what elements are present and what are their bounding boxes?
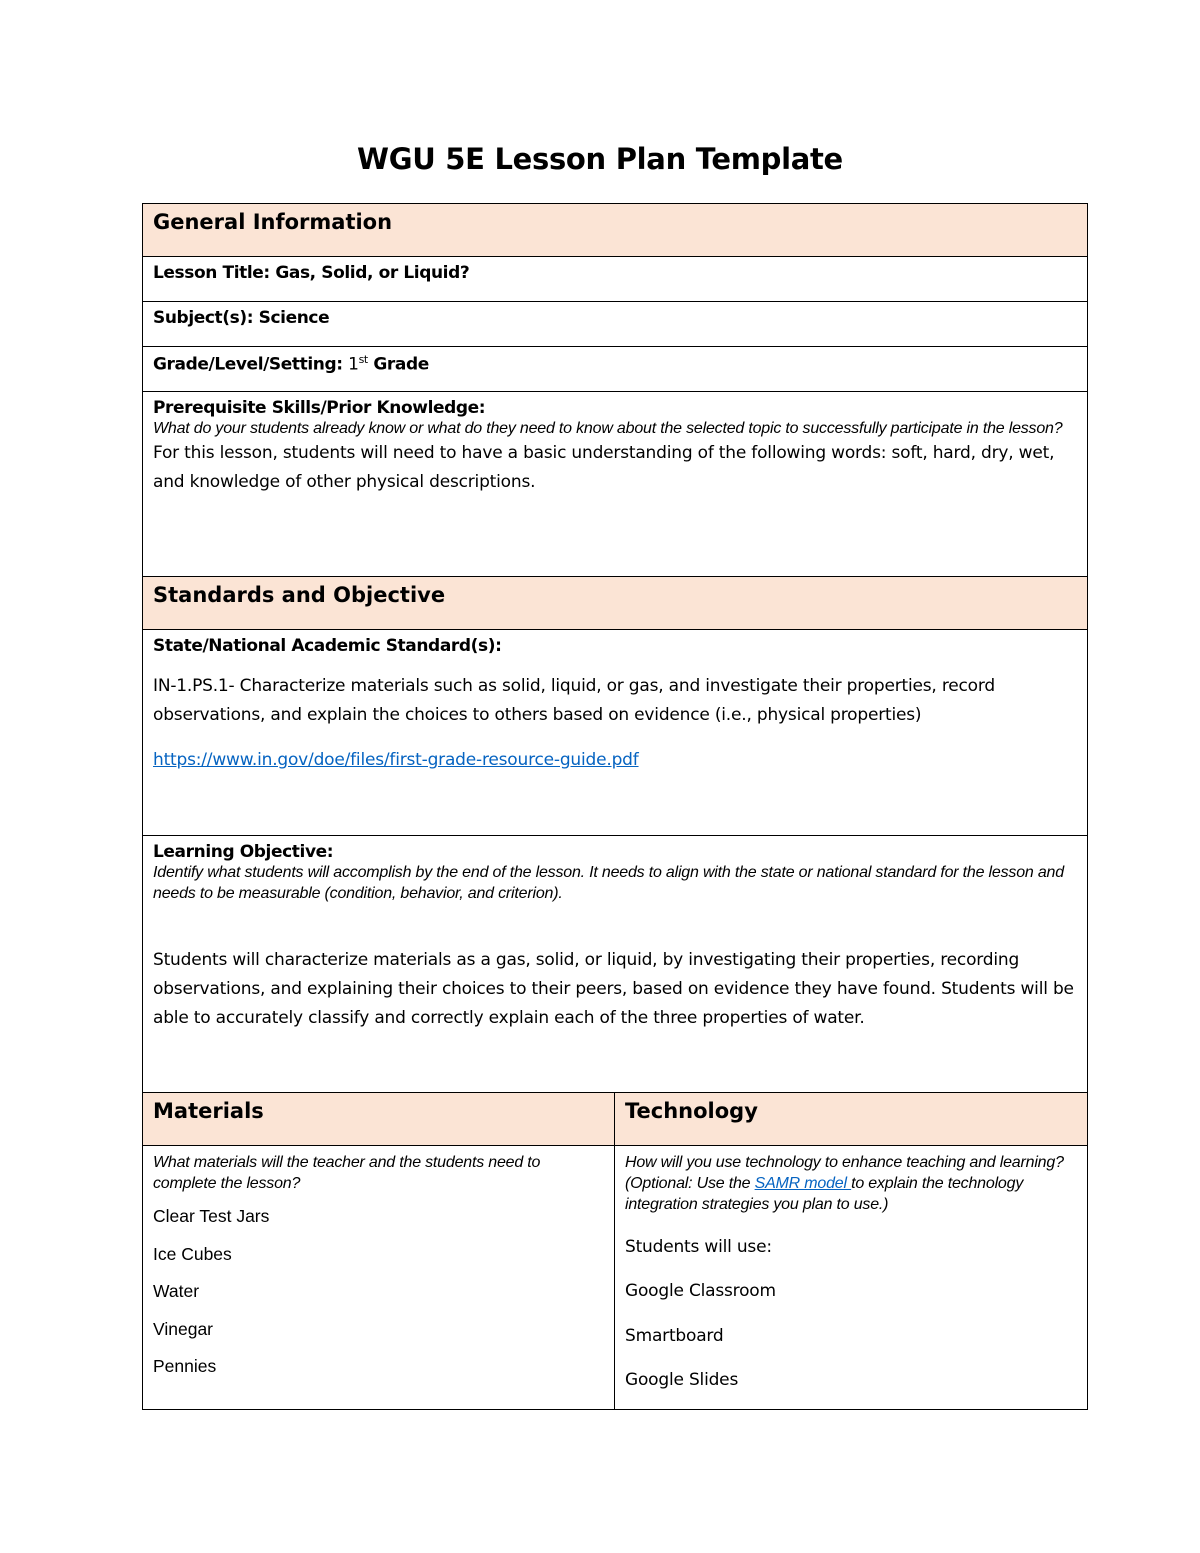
technology-prompt-after: to explain the technology integration strategies you plan to use.) — [625, 1175, 1024, 1213]
technology-list-item: Google Slides — [625, 1370, 739, 1390]
standards-objective-header — [143, 577, 1088, 630]
materials-list-item: Water — [153, 1281, 200, 1301]
standards-objective-header-text: Standards and Objective — [153, 583, 446, 607]
grade-label: Grade/Level/Setting: — [153, 354, 349, 375]
objective-text: Students will characterize materials as a gas, solid, or liquid, by investigating their properties, recording observations, and explaining their choices to their peers, based on evidence they have found. Students will be able to accurately classify and correctly explain each of the three properties of water. — [153, 950, 1074, 1028]
technology-list — [625, 1269, 1077, 1403]
materials-list-item: Vinegar — [153, 1318, 214, 1339]
lesson-title-cell — [143, 257, 1088, 302]
grade-value-num: 1 — [348, 354, 359, 375]
page-title: WGU 5E Lesson Plan Template — [357, 142, 843, 176]
technology-header — [615, 1093, 1088, 1146]
general-information-header-text: General Information — [153, 210, 393, 234]
technology-cell — [615, 1146, 1088, 1410]
standards-cell — [143, 630, 1088, 836]
samr-model-link[interactable]: SAMR model — [754, 1175, 852, 1192]
materials-cell — [143, 1146, 615, 1410]
materials-prompt: What materials will the teacher and the students need to complete the lesson? — [153, 1154, 541, 1192]
materials-list-item: Ice Cubes — [153, 1243, 232, 1264]
prerequisite-label: Prerequisite Skills/Prior Knowledge: — [153, 398, 486, 418]
objective-prompt: Identify what students will accomplish by the end of the lesson. It needs to align with the state or national standard for the lesson and needs to be measurable (condition, behavior, and criterion). — [153, 864, 1064, 902]
standard-resource-link[interactable]: https://www.in.gov/doe/files/first-grade-resource-guide.pdf — [153, 750, 639, 770]
subjects-cell — [143, 302, 1088, 347]
technology-prompt-before: How will you use technology to enhance teaching and learning? (Optional: Use the — [625, 1154, 1064, 1192]
technology-list-item: Google Classroom — [625, 1281, 776, 1301]
subjects-label: Subject(s): — [153, 308, 259, 328]
standard-label: State/National Academic Standard(s): — [153, 636, 502, 656]
materials-header-text: Materials — [153, 1099, 264, 1123]
objective-label: Learning Objective: — [153, 842, 334, 862]
prerequisite-prompt: What do your students already know or what do they need to know about the selected topic to successfully participate in the lesson? — [153, 420, 1063, 437]
general-information-header — [143, 204, 1088, 257]
technology-list-item: Smartboard — [625, 1325, 724, 1346]
materials-list — [153, 1198, 604, 1386]
materials-list-item: Pennies — [153, 1356, 217, 1376]
lesson-title-label: Lesson Title: — [153, 263, 276, 283]
grade-level-cell — [143, 347, 1088, 392]
technology-intro: Students will use: — [625, 1237, 772, 1257]
prerequisite-answer: For this lesson, students will need to have a basic understanding of the following words: soft, hard, dry, wet, and knowledge of other physical descriptions. — [153, 443, 1055, 492]
materials-header — [143, 1093, 615, 1146]
prerequisite-cell — [143, 392, 1088, 577]
materials-list-item: Clear Test Jars — [153, 1206, 270, 1226]
grade-value-sup: st — [358, 353, 368, 366]
lesson-plan-table — [142, 203, 1088, 1410]
learning-objective-cell — [143, 836, 1088, 1093]
technology-prompt — [625, 1152, 1077, 1215]
technology-header-text: Technology — [625, 1099, 758, 1123]
lesson-title-value: Gas, Solid, or Liquid? — [275, 263, 470, 283]
grade-value-rest: Grade — [367, 354, 429, 375]
standard-text: IN-1.PS.1- Characterize materials such as solid, liquid, or gas, and investigate their properties, record observations, and explain the choices to others based on evidence (i.e., physical properties) — [153, 676, 995, 725]
subjects-value: Science — [258, 308, 330, 328]
